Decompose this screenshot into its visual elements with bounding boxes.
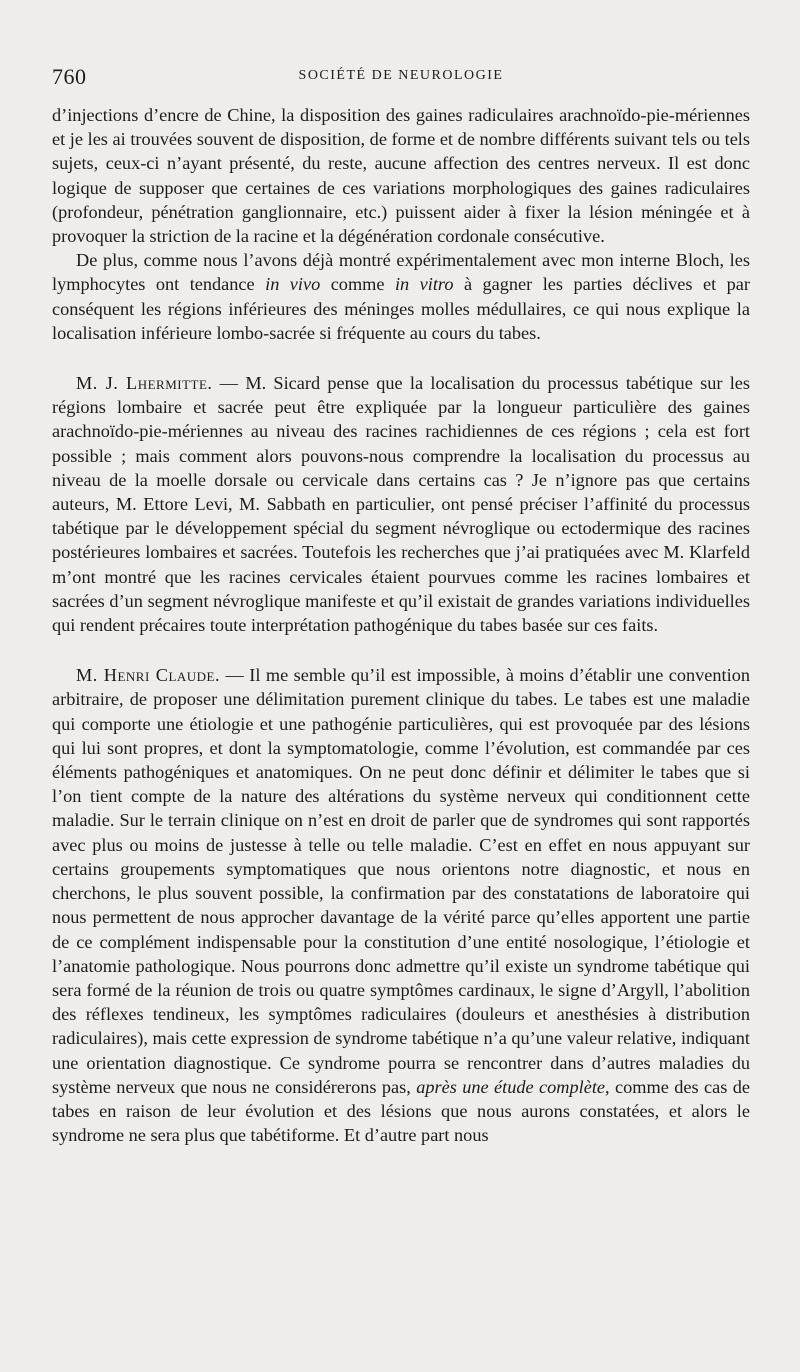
speaker-name: M. J. Lhermitte.	[76, 373, 213, 394]
text-run: comme	[320, 274, 395, 295]
paragraph-lhermitte	[52, 371, 750, 637]
running-title: SOCIÉTÉ DE NEUROLOGIE	[298, 68, 504, 83]
body-text	[52, 103, 750, 1147]
speaker-name: M. Henri Claude.	[76, 665, 221, 686]
text-run: à gagner les parties déclives et par conséquent les régions inférieures des méninges molles médullaires, ce qui nous explique la localisation inférieure lombo-sacrée si fréquente au cours du tabes.	[52, 274, 750, 343]
page-header	[52, 64, 750, 94]
page-number: 760	[52, 64, 87, 89]
italic-term: in vivo	[265, 274, 321, 295]
paragraph-claude	[52, 663, 750, 1147]
italic-term: in vitro	[394, 274, 454, 295]
text-run: De plus, comme nous l’avons déjà montré expérimentalement avec mon interne Bloch, les lymphocytes ont tendance	[52, 250, 750, 295]
italic-phrase: après une étude complète	[416, 1076, 606, 1097]
text-run: , comme des cas de tabes en raison de leur évolution et des lésions que nous aurons constatées, et alors le syndrome ne sera plus que tabétiforme. Et d’autre part nous	[52, 1076, 750, 1146]
paragraph-continuation: d’injections d’encre de Chine, la disposition des gaines radiculaires arachnoïdo-pie-mériennes et je les ai trouvées souvent de disposition, de forme et de nombre différents suivant tels ou tels sujets, ceux-ci n’ayant présenté, du reste, aucune affection des centres nerveux. Il est donc logique de supposer que certaines de ces variations morphologiques des gaines radiculaires (profondeur, pénétration ganglionnaire, etc.) puissent aider à fixer la lésion méningée et à provoquer la striction de la racine et la dégénération cordonale consécutive.	[52, 105, 750, 247]
text-run: — Il me semble qu’il est impossible, à moins d’établir une convention arbitraire, de proposer une délimitation purement clinique du tabes. Le tabes est une maladie qui comporte une étiologie et une pathogénie particulières, qui est provoquée par des lésions qui lui sont propres, et dont la symptomatologie, comme l’évolution, est commandée par ces éléments pathogéniques et anatomiques. On ne peut donc définir et délimiter le tabes que si l’on tient compte de la nature des altérations du système nerveux qui conditionnent cette maladie. Sur le terrain clinique on n’est en droit de parler que de syndromes qui sont rapportés avec plus ou moins de justesse à telle ou telle maladie. C’est en effet en nous appuyant sur certains groupements symptomatiques que nous orientons notre diagnostic, et nous en cherchons, le plus souvent possible, la confirmation par des constatations de laboratoire qui nous permettent de nous approcher davantage de la vérité parce qu’elles apportent une partie de ce complément indispensable pour la constitution d’une entité nosologique, l’étiologie et l’anatomie pathologique. Nous pourrons donc admettre qu’il existe un syndrome tabétique qui sera formé de la réunion de trois ou quatre symptômes cardinaux, le signe d’Argyll, l’abolition des réflexes tendineux, les symptômes radiculaires (douleurs et anesthésies à distribution radiculaires), mais cette expression de syndrome tabétique n’a qu’une valeur relative, indiquant une orientation diagnostique. Ce syndrome pourra se rencontrer dans d’autres maladies du système nerveux que nous ne considérerons pas,	[52, 665, 750, 1097]
text-run: — M. Sicard pense que la localisation du processus tabétique sur les régions lombaire et sacrée peut être expliquée par la longueur particulière des gaines arachnoïdo-pie-mériennes au niveau des racines rachidiennes de ces régions ; cela est fort possible ; mais comment alors pouvons-nous comprendre la localisation du processus au niveau de la moelle dorsale ou cervicale dans certains cas ? Je n’ignore pas que certains auteurs, M. Ettore Levi, M. Sabbath en particulier, ont pensé préciser l’affinité du processus tabétique par le développement spécial du segment névroglique ou ectodermique des racines postérieures lombaires et sacrées. Toutefois les recherches que j’ai pratiquées avec M. Klarfeld m’ont montré que les racines cervicales étaient pourvues comme les racines lombaires et sacrées d’un segment névroglique manifeste et qu’il existait de grandes variations individuelles qui rendent précaires toute interprétation pathogénique du tabes basée sur ces faits.	[52, 373, 750, 636]
paragraph-sicard-lymphocytes	[52, 248, 750, 345]
